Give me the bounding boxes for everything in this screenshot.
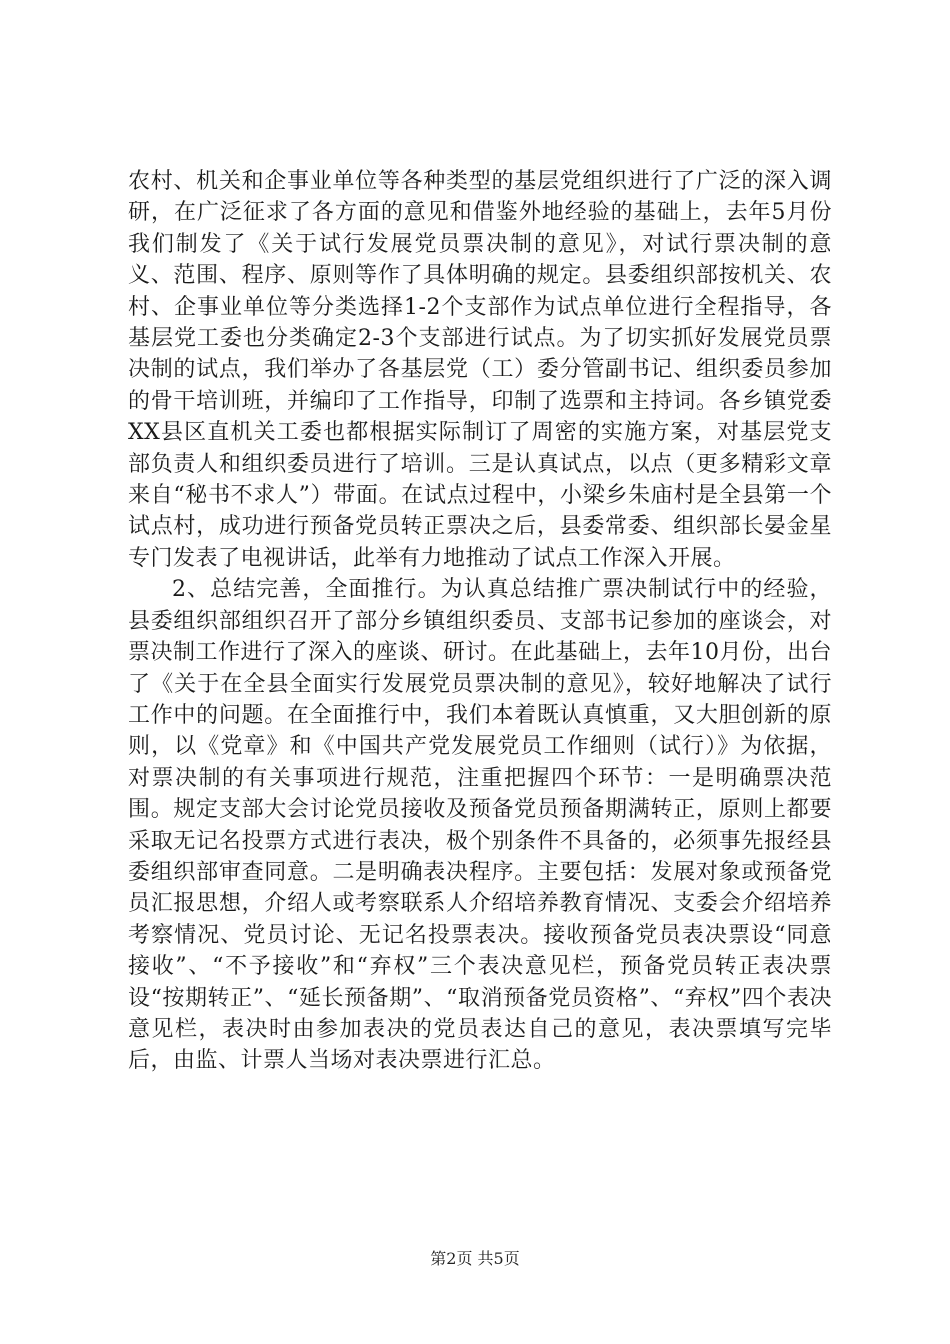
paragraph-1: 农村、机关和企事业单位等各种类型的基层党组织进行了广泛的深入调研，在广泛征求了各方面的意见和借鉴外地经验的基础上，去年5月份我们制发了《关于试行发展党员票决制的意见》，对试行票决制的意义、范围、程序、原则等作了具体明确的规定。县委组织部按机关、农村、企事业单位等分类选择1-2个支部作为试点单位进行全程指导，各基层党工委也分类确定2-3个支部进行试点。为了切实抓好发展党员票决制的试点，我们举办了各基层党（工）委分管副书记、组织委员参加的骨干培训班，并编印了工作指导，印制了选票和主持词。各乡镇党委XX县区直机关工委也都根据实际制订了周密的实施方案，对基层党支部负责人和组织委员进行了培训。三是认真试点，以点（更多精彩文章来自“秘书不求人”）带面。在试点过程中，小梁乡朱庙村是全县第一个试点村，成功进行预备党员转正票决之后，县委常委、组织部长晏金星专门发表了电视讲话，此举有力地推动了试点工作深入开展。 [128,169,832,571]
paragraph-2: 2、总结完善，全面推行。为认真总结推广票决制试行中的经验，县委组织部组织召开了部分乡镇组织委员、支部书记参加的座谈会，对票决制工作进行了深入的座谈、研讨。在此基础上，去年10月份，出台了《关于在全县全面实行发展党员票决制的意见》，较好地解决了试行工作中的问题。在全面推行中，我们本着既认真慎重，又大胆创新的原则，以《党章》和《中国共产党发展党员工作细则（试行）》为依据，对票决制的有关事项进行规范，注重把握四个环节：一是明确票决范围。规定支部大会讨论党员接收及预备党员预备期满转正，原则上都要采取无记名投票方式进行表决，极个别条件不具备的，必须事先报经县委组织部审查同意。二是明确表决程序。主要包括：发展对象或预备党员汇报思想，介绍人或考察联系人介绍培养教育情况、支委会介绍培养考察情况、党员讨论、无记名投票表决。接收预备党员表决票设“同意接收”、“不予接收”和“弃权”三个表决意见栏，预备党员转正表决票设“按期转正”、“延长预备期”、“取消预备党员资格”、“弃权”四个表决意见栏，表决时由参加表决的党员表达自己的意见，表决票填写完毕后，由监、计票人当场对表决票进行汇总。 [128,577,832,1074]
document-body [128,166,832,1077]
page-number-footer: 第2页 共5页 [430,1249,520,1268]
